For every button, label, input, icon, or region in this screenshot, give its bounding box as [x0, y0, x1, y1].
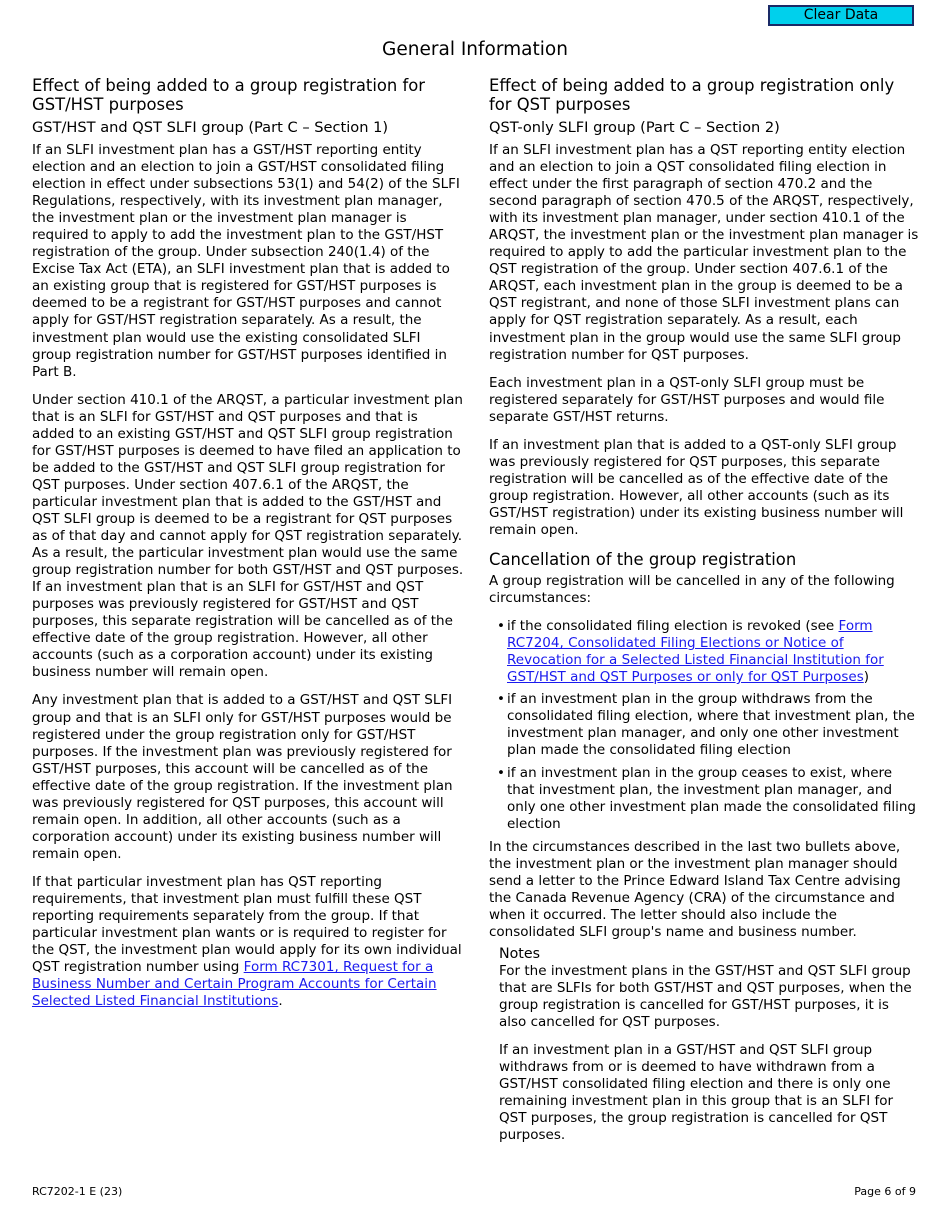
list-item — [489, 618, 919, 686]
bullet-2-text: if an investment plan in the group withdraws from the consolidated filing election, where that investment plan, the investment plan manager, and only one other investment plan made the consolidated filing election — [507, 691, 915, 759]
form-identifier: RC7202-1 E (23) — [32, 1185, 123, 1198]
left-paragraph-1: If an SLFI investment plan has a GST/HST reporting entity election and an election to join a GST/HST consolidated filing election in effect under subsections 53(1) and 54(2) of the SLFI Regulations, respectively, with its investment plan manager, the investment plan or the investment plan manager is required to apply to add the investment plan to the GST/HST registration of the group. Under subsection 240(1.4) of the Excise Tax Act (ETA), an SLFI investment plan that is added to an existing group that is registered for GST/HST purposes is deemed to be a registrant for GST/HST purposes and cannot apply for GST/HST registration separately. As a result, the investment plan would use the existing consolidated SLFI group registration number for GST/HST purposes identified in Part B. — [32, 142, 460, 380]
bullet-1-end: ) — [863, 669, 870, 686]
form-rc7301-link[interactable]: Form RC7301, Request for a Business Number and Certain Program Accounts for Certain Selected Listed Financial Institutions — [32, 959, 437, 1010]
clear-data-button[interactable]: Clear Data — [768, 5, 914, 26]
cancellation-intro: A group registration will be cancelled in any of the following circumstances: — [489, 573, 895, 607]
cancellation-list — [489, 618, 919, 833]
gst-hst-qst-subheading: GST/HST and QST SLFI group (Part C – Section 1) — [32, 119, 389, 136]
left-paragraph-4 — [32, 874, 464, 1010]
left-paragraph-2: Under section 410.1 of the ARQST, a particular investment plan that is an SLFI for GST/HST and QST purposes and that is added to an existing GST/HST and QST SLFI group registration for GST/HST purposes is deemed to have filed an application to be added to the GST/HST and QST SLFI group registration for QST purposes. Under section 407.6.1 of the ARQST, the particular investment plan that is added to the GST/HST and QST SLFI group is deemed to be a registrant for QST purposes as of that day and cannot apply for QST registration separately. As a result, the particular investment plan would use the same group registration number for both GST/HST and QST purposes. If an investment plan that is an SLFI for GST/HST and QST purposes was previously registered for GST/HST and QST purposes, this separate registration will be cancelled as of the effective date of the group registration. However, all other accounts (such as a corporation account) under its existing business number will remain open. — [32, 391, 464, 681]
circumstances-paragraph: In the circumstances described in the last two bullets above, the investment plan or the investment plan manager should send a letter to the Prince Edward Island Tax Centre advising the Canada Revenue Agency (CRA) of the circumstance and when it occurred. The letter should also include the consolidated SLFI group's name and business number. — [489, 838, 901, 940]
notes-heading: Notes — [499, 945, 540, 962]
right-paragraph-2: Each investment plan in a QST-only SLFI group must be registered separately for GST/HST purposes and would file separate GST/HST returns. — [489, 374, 885, 425]
left-column — [32, 76, 464, 1021]
qst-group-heading: Effect of being added to a group registration only for QST purposes — [489, 76, 895, 114]
left-paragraph-3: Any investment plan that is added to a GST/HST and QST SLFI group and that is an SLFI only for GST/HST purposes would be registered under the group registration only for GST/HST purposes. If the investment plan was previously registered for GST/HST purposes, this account will be cancelled as of the effective date of the group registration. If the investment plan was previously registered for QST purposes, this account will remain open. In addition, all other accounts (such as a corporation account) under its existing business number will remain open. — [32, 692, 453, 862]
bullet-icon: • — [497, 691, 505, 708]
bullet-icon: • — [497, 764, 505, 781]
note-1: For the investment plans in the GST/HST and QST SLFI group that are SLFIs for both GST/HST and QST purposes, when the group registration is cancelled for GST/HST purposes, it is also cancelled for QST purposes. — [499, 962, 912, 1031]
right-paragraph-3: If an investment plan that is added to a QST-only SLFI group was previously registered for QST purposes, this separate registration will be cancelled as of the effective date of the group registration. However, all other accounts (such as its GST/HST registration) under its existing business number will remain open. — [489, 436, 904, 538]
bullet-3-text: if an investment plan in the group ceases to exist, where that investment plan, the investment plan manager, and only one other investment plan made the consolidated filing election — [507, 764, 916, 832]
cancellation-heading: Cancellation of the group registration — [489, 550, 797, 570]
left-paragraph-4-end: . — [278, 993, 283, 1010]
gst-hst-group-heading: Effect of being added to a group registration for GST/HST purposes — [32, 76, 426, 114]
note-2: If an investment plan in a GST/HST and QST SLFI group withdraws from or is deemed to have withdrawn from a GST/HST consolidated filing election and there is only one remaining investment plan in this group that is an SLFI for QST purposes, the group registration is cancelled for QST purposes. — [499, 1042, 894, 1144]
left-paragraph-4-text: If that particular investment plan has QST reporting requirements, that investment plan must fulfill these QST reporting requirements separately from the group. If that particular investment plan wants or is required to register for the QST, the investment plan would apply for its own individual QST registration number using — [32, 873, 462, 976]
form-rc7204-link[interactable]: Form RC7204, Consolidated Filing Elections or Notice of Revocation for a Selected Listed Financial Institution for GST/HST and QST Purposes or only for QST Purposes — [507, 618, 884, 686]
list-item — [489, 691, 919, 759]
qst-only-subheading: QST-only SLFI group (Part C – Section 2) — [489, 119, 780, 136]
right-paragraph-1: If an SLFI investment plan has a QST reporting entity election and an election to join a QST consolidated filing election in effect under the first paragraph of section 470.2 and the second paragraph of section 470.5 of the ARQST, respectively, with its investment plan manager, under section 410.1 of the ARQST, the investment plan or the investment plan manager is required to apply to add the particular investment plan to the QST registration of the group. Under section 407.6.1 of the ARQST, each investment plan in the group is deemed to be a QST registrant, and none of those SLFI investment plans can apply for QST registration separately. As a result, each investment plan in the group would use the same SLFI group registration number for QST purposes. — [489, 142, 919, 363]
page-number: Page 6 of 9 — [854, 1185, 916, 1198]
right-column — [489, 76, 919, 1155]
page-title: General Information — [382, 39, 568, 60]
notes-section — [499, 946, 919, 1144]
bullet-1-text: if the consolidated filing election is revoked (see — [507, 618, 839, 635]
list-item — [489, 765, 919, 833]
bullet-icon: • — [497, 618, 505, 635]
